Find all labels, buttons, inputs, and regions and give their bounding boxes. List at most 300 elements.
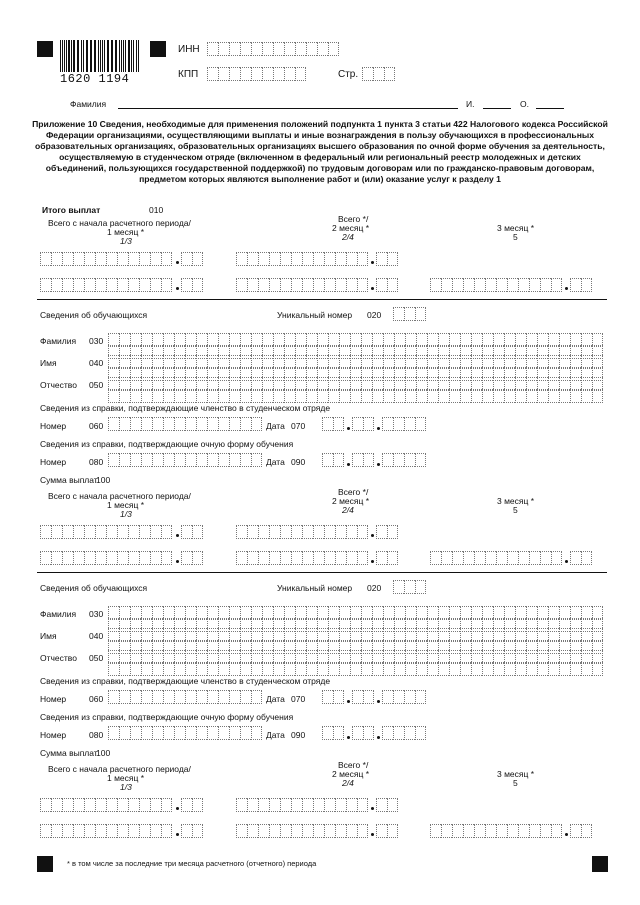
input-cell[interactable] (51, 525, 62, 539)
input-cell[interactable] (346, 525, 357, 539)
input-cell[interactable] (236, 278, 247, 292)
input-cell[interactable] (581, 551, 592, 565)
input-cell[interactable] (247, 551, 258, 565)
input-cell[interactable] (262, 67, 273, 81)
input-cell[interactable] (291, 551, 302, 565)
input-cell[interactable] (324, 824, 335, 838)
input-cell[interactable] (181, 252, 192, 266)
col2-decimal-row2[interactable] (376, 551, 398, 565)
input-cell[interactable] (51, 551, 62, 565)
input-cell[interactable] (229, 726, 240, 740)
input-cell[interactable] (150, 278, 161, 292)
input-cell[interactable] (207, 389, 218, 403)
input-cell[interactable] (218, 67, 229, 81)
input-cell[interactable] (393, 580, 404, 594)
input-cell[interactable] (363, 417, 374, 431)
input-cell[interactable] (460, 389, 471, 403)
input-cell[interactable] (207, 662, 218, 676)
input-cell[interactable] (236, 798, 247, 812)
input-cell[interactable] (106, 824, 117, 838)
input-cell[interactable] (548, 389, 559, 403)
input-cell[interactable] (258, 252, 269, 266)
input-cell[interactable] (324, 551, 335, 565)
input-cell[interactable] (485, 824, 496, 838)
col1-decimal-row1[interactable] (181, 798, 203, 812)
input-cell[interactable] (324, 525, 335, 539)
input-cell[interactable] (269, 278, 280, 292)
input-cell[interactable] (128, 824, 139, 838)
input-cell[interactable] (333, 417, 344, 431)
input-cell[interactable] (570, 662, 581, 676)
input-cell[interactable] (130, 417, 141, 431)
input-cell[interactable] (280, 278, 291, 292)
membership-date-year[interactable] (382, 690, 426, 704)
input-cell[interactable] (218, 453, 229, 467)
input-cell[interactable] (415, 580, 426, 594)
input-cell[interactable] (192, 824, 203, 838)
input-cell[interactable] (415, 307, 426, 321)
input-cell[interactable] (346, 551, 357, 565)
input-cell[interactable] (218, 662, 229, 676)
input-cell[interactable] (117, 798, 128, 812)
input-cell[interactable] (404, 726, 415, 740)
input-cell[interactable] (529, 278, 540, 292)
input-cell[interactable] (291, 525, 302, 539)
input-cell[interactable] (363, 453, 374, 467)
input-cell[interactable] (295, 662, 306, 676)
input-cell[interactable] (335, 798, 346, 812)
input-cell[interactable] (207, 690, 218, 704)
input-cell[interactable] (430, 824, 441, 838)
input-cell[interactable] (95, 252, 106, 266)
input-cell[interactable] (174, 417, 185, 431)
input-cell[interactable] (324, 798, 335, 812)
input-cell[interactable] (130, 389, 141, 403)
input-cell[interactable] (273, 67, 284, 81)
membership-date-month[interactable] (352, 690, 374, 704)
input-cell[interactable] (73, 824, 84, 838)
unique-number-field[interactable] (393, 307, 426, 321)
input-cell[interactable] (117, 252, 128, 266)
input-cell[interactable] (273, 389, 284, 403)
input-cell[interactable] (507, 278, 518, 292)
input-cell[interactable] (62, 824, 73, 838)
fulltime-date-month[interactable] (352, 453, 374, 467)
input-cell[interactable] (526, 389, 537, 403)
input-cell[interactable] (240, 417, 251, 431)
input-cell[interactable] (152, 389, 163, 403)
input-cell[interactable] (284, 67, 295, 81)
input-cell[interactable] (152, 453, 163, 467)
input-cell[interactable] (62, 798, 73, 812)
input-cell[interactable] (139, 551, 150, 565)
input-cell[interactable] (139, 824, 150, 838)
input-cell[interactable] (150, 798, 161, 812)
input-cell[interactable] (258, 525, 269, 539)
col1-value-row1[interactable] (40, 798, 172, 812)
input-cell[interactable] (62, 525, 73, 539)
input-cell[interactable] (404, 690, 415, 704)
input-cell[interactable] (119, 662, 130, 676)
input-cell[interactable] (73, 525, 84, 539)
input-cell[interactable] (262, 389, 273, 403)
input-cell[interactable] (485, 278, 496, 292)
input-cell[interactable] (273, 42, 284, 56)
input-cell[interactable] (335, 278, 346, 292)
input-cell[interactable] (581, 389, 592, 403)
membership-date-month[interactable] (352, 417, 374, 431)
input-cell[interactable] (196, 417, 207, 431)
input-cell[interactable] (251, 726, 262, 740)
input-cell[interactable] (150, 824, 161, 838)
input-cell[interactable] (240, 726, 251, 740)
input-cell[interactable] (117, 824, 128, 838)
input-cell[interactable] (128, 278, 139, 292)
input-cell[interactable] (376, 525, 387, 539)
input-cell[interactable] (339, 389, 350, 403)
input-cell[interactable] (73, 551, 84, 565)
col2-decimal-row1[interactable] (376, 798, 398, 812)
input-cell[interactable] (84, 278, 95, 292)
input-cell[interactable] (383, 389, 394, 403)
input-cell[interactable] (150, 252, 161, 266)
col1-decimal-row1[interactable] (181, 525, 203, 539)
input-cell[interactable] (357, 798, 368, 812)
input-cell[interactable] (284, 389, 295, 403)
input-cell[interactable] (474, 551, 485, 565)
input-cell[interactable] (452, 278, 463, 292)
col2-decimal-row2[interactable] (376, 278, 398, 292)
input-cell[interactable] (161, 278, 172, 292)
input-cell[interactable] (108, 662, 119, 676)
input-cell[interactable] (496, 824, 507, 838)
input-cell[interactable] (108, 726, 119, 740)
input-cell[interactable] (394, 662, 405, 676)
fulltime-number-field[interactable] (108, 726, 262, 740)
input-cell[interactable] (537, 662, 548, 676)
input-cell[interactable] (236, 824, 247, 838)
input-cell[interactable] (313, 525, 324, 539)
input-cell[interactable] (161, 551, 172, 565)
input-cell[interactable] (251, 453, 262, 467)
input-cell[interactable] (161, 824, 172, 838)
col1-value-row1[interactable] (40, 252, 172, 266)
input-cell[interactable] (493, 662, 504, 676)
input-cell[interactable] (306, 662, 317, 676)
input-cell[interactable] (291, 798, 302, 812)
input-cell[interactable] (291, 278, 302, 292)
fulltime-number-field[interactable] (108, 453, 262, 467)
input-cell[interactable] (373, 67, 384, 81)
input-cell[interactable] (291, 252, 302, 266)
input-cell[interactable] (150, 525, 161, 539)
input-cell[interactable] (130, 662, 141, 676)
input-cell[interactable] (161, 525, 172, 539)
input-cell[interactable] (117, 525, 128, 539)
input-cell[interactable] (51, 252, 62, 266)
input-cell[interactable] (269, 824, 280, 838)
input-cell[interactable] (40, 798, 51, 812)
input-cell[interactable] (185, 453, 196, 467)
input-cell[interactable] (393, 417, 404, 431)
input-cell[interactable] (130, 690, 141, 704)
input-cell[interactable] (119, 389, 130, 403)
input-cell[interactable] (207, 42, 218, 56)
input-cell[interactable] (540, 278, 551, 292)
input-cell[interactable] (163, 726, 174, 740)
input-cell[interactable] (357, 525, 368, 539)
input-cell[interactable] (357, 252, 368, 266)
input-cell[interactable] (387, 278, 398, 292)
input-cell[interactable] (460, 662, 471, 676)
input-cell[interactable] (387, 551, 398, 565)
input-cell[interactable] (430, 278, 441, 292)
membership-date-year[interactable] (382, 417, 426, 431)
input-cell[interactable] (352, 417, 363, 431)
input-cell[interactable] (559, 389, 570, 403)
input-cell[interactable] (302, 278, 313, 292)
input-cell[interactable] (335, 525, 346, 539)
input-cell[interactable] (382, 726, 393, 740)
input-cell[interactable] (95, 278, 106, 292)
input-cell[interactable] (181, 278, 192, 292)
input-cell[interactable] (357, 551, 368, 565)
col1-decimal-row2[interactable] (181, 824, 203, 838)
input-cell[interactable] (247, 824, 258, 838)
input-cell[interactable] (251, 690, 262, 704)
input-cell[interactable] (258, 278, 269, 292)
input-cell[interactable] (251, 67, 262, 81)
input-cell[interactable] (427, 389, 438, 403)
input-cell[interactable] (251, 662, 262, 676)
input-cell[interactable] (570, 278, 581, 292)
input-cell[interactable] (449, 389, 460, 403)
input-cell[interactable] (152, 417, 163, 431)
fulltime-date-day[interactable] (322, 726, 344, 740)
col3-value-row2[interactable] (430, 278, 562, 292)
input-cell[interactable] (280, 798, 291, 812)
input-cell[interactable] (181, 824, 192, 838)
input-cell[interactable] (295, 42, 306, 56)
input-cell[interactable] (185, 389, 196, 403)
input-cell[interactable] (438, 389, 449, 403)
input-cell[interactable] (141, 690, 152, 704)
unique-number-field[interactable] (393, 580, 426, 594)
input-cell[interactable] (95, 525, 106, 539)
input-cell[interactable] (95, 824, 106, 838)
input-cell[interactable] (313, 824, 324, 838)
input-cell[interactable] (324, 278, 335, 292)
input-cell[interactable] (236, 525, 247, 539)
input-cell[interactable] (551, 551, 562, 565)
input-cell[interactable] (540, 551, 551, 565)
input-cell[interactable] (119, 453, 130, 467)
input-cell[interactable] (335, 252, 346, 266)
input-cell[interactable] (529, 824, 540, 838)
input-cell[interactable] (163, 690, 174, 704)
input-cell[interactable] (40, 824, 51, 838)
col2-value-row2[interactable] (236, 278, 368, 292)
input-cell[interactable] (518, 278, 529, 292)
fulltime-date-month[interactable] (352, 726, 374, 740)
input-cell[interactable] (192, 252, 203, 266)
input-cell[interactable] (218, 389, 229, 403)
input-cell[interactable] (236, 252, 247, 266)
input-cell[interactable] (328, 389, 339, 403)
input-cell[interactable] (504, 662, 515, 676)
input-cell[interactable] (247, 252, 258, 266)
input-cell[interactable] (302, 551, 313, 565)
col2-value-row2[interactable] (236, 824, 368, 838)
input-cell[interactable] (40, 551, 51, 565)
input-cell[interactable] (551, 278, 562, 292)
col3-value-row2[interactable] (430, 824, 562, 838)
fulltime-date-day[interactable] (322, 453, 344, 467)
input-cell[interactable] (218, 42, 229, 56)
input-cell[interactable] (302, 252, 313, 266)
person-initial-o-line[interactable] (536, 108, 564, 109)
input-cell[interactable] (592, 662, 603, 676)
input-cell[interactable] (196, 690, 207, 704)
input-cell[interactable] (229, 662, 240, 676)
input-cell[interactable] (592, 389, 603, 403)
input-cell[interactable] (474, 824, 485, 838)
input-cell[interactable] (376, 824, 387, 838)
input-cell[interactable] (376, 252, 387, 266)
input-cell[interactable] (130, 453, 141, 467)
input-cell[interactable] (515, 389, 526, 403)
input-cell[interactable] (240, 453, 251, 467)
input-cell[interactable] (346, 798, 357, 812)
input-cell[interactable] (335, 551, 346, 565)
input-cell[interactable] (346, 252, 357, 266)
input-cell[interactable] (128, 798, 139, 812)
input-cell[interactable] (152, 662, 163, 676)
input-cell[interactable] (382, 690, 393, 704)
membership-date-day[interactable] (322, 690, 344, 704)
input-cell[interactable] (84, 525, 95, 539)
input-cell[interactable] (152, 726, 163, 740)
input-cell[interactable] (551, 824, 562, 838)
input-cell[interactable] (262, 42, 273, 56)
input-cell[interactable] (174, 726, 185, 740)
input-cell[interactable] (415, 726, 426, 740)
input-cell[interactable] (295, 67, 306, 81)
input-cell[interactable] (322, 726, 333, 740)
input-cell[interactable] (335, 824, 346, 838)
input-cell[interactable] (139, 252, 150, 266)
input-cell[interactable] (236, 551, 247, 565)
col1-value-row2[interactable] (40, 551, 172, 565)
input-cell[interactable] (518, 824, 529, 838)
input-cell[interactable] (161, 252, 172, 266)
membership-number-field[interactable] (108, 417, 262, 431)
col3-decimal-row2[interactable] (570, 824, 592, 838)
input-cell[interactable] (387, 824, 398, 838)
col2-decimal-row2[interactable] (376, 824, 398, 838)
input-cell[interactable] (141, 662, 152, 676)
student-patronymic-row2[interactable] (108, 662, 603, 676)
input-cell[interactable] (51, 824, 62, 838)
input-cell[interactable] (357, 824, 368, 838)
input-cell[interactable] (405, 662, 416, 676)
col3-value-row2[interactable] (430, 551, 562, 565)
input-cell[interactable] (40, 278, 51, 292)
input-cell[interactable] (150, 551, 161, 565)
input-cell[interactable] (139, 798, 150, 812)
col2-value-row1[interactable] (236, 525, 368, 539)
input-cell[interactable] (196, 662, 207, 676)
col1-value-row2[interactable] (40, 278, 172, 292)
input-cell[interactable] (496, 278, 507, 292)
input-cell[interactable] (229, 690, 240, 704)
input-cell[interactable] (405, 389, 416, 403)
input-cell[interactable] (372, 662, 383, 676)
input-cell[interactable] (185, 662, 196, 676)
membership-number-field[interactable] (108, 690, 262, 704)
input-cell[interactable] (581, 662, 592, 676)
input-cell[interactable] (196, 389, 207, 403)
input-cell[interactable] (482, 662, 493, 676)
input-cell[interactable] (452, 551, 463, 565)
input-cell[interactable] (229, 42, 240, 56)
input-cell[interactable] (507, 551, 518, 565)
input-cell[interactable] (218, 726, 229, 740)
input-cell[interactable] (441, 551, 452, 565)
input-cell[interactable] (108, 389, 119, 403)
input-cell[interactable] (262, 662, 273, 676)
input-cell[interactable] (507, 824, 518, 838)
input-cell[interactable] (383, 662, 394, 676)
input-cell[interactable] (130, 726, 141, 740)
input-cell[interactable] (196, 726, 207, 740)
col2-value-row2[interactable] (236, 551, 368, 565)
input-cell[interactable] (430, 551, 441, 565)
input-cell[interactable] (394, 389, 405, 403)
input-cell[interactable] (161, 798, 172, 812)
input-cell[interactable] (139, 525, 150, 539)
input-cell[interactable] (108, 417, 119, 431)
input-cell[interactable] (258, 551, 269, 565)
input-cell[interactable] (302, 525, 313, 539)
input-cell[interactable] (393, 453, 404, 467)
input-cell[interactable] (117, 278, 128, 292)
input-cell[interactable] (174, 389, 185, 403)
input-cell[interactable] (384, 67, 395, 81)
input-cell[interactable] (106, 798, 117, 812)
input-cell[interactable] (229, 453, 240, 467)
input-cell[interactable] (452, 824, 463, 838)
input-cell[interactable] (570, 824, 581, 838)
input-cell[interactable] (295, 389, 306, 403)
inn-field[interactable] (207, 42, 339, 56)
input-cell[interactable] (515, 662, 526, 676)
input-cell[interactable] (518, 551, 529, 565)
input-cell[interactable] (40, 525, 51, 539)
input-cell[interactable] (240, 662, 251, 676)
input-cell[interactable] (181, 551, 192, 565)
input-cell[interactable] (280, 525, 291, 539)
input-cell[interactable] (128, 551, 139, 565)
input-cell[interactable] (141, 726, 152, 740)
input-cell[interactable] (51, 798, 62, 812)
input-cell[interactable] (141, 453, 152, 467)
col3-decimal-row2[interactable] (570, 278, 592, 292)
input-cell[interactable] (62, 278, 73, 292)
input-cell[interactable] (84, 551, 95, 565)
col2-value-row1[interactable] (236, 798, 368, 812)
input-cell[interactable] (181, 525, 192, 539)
